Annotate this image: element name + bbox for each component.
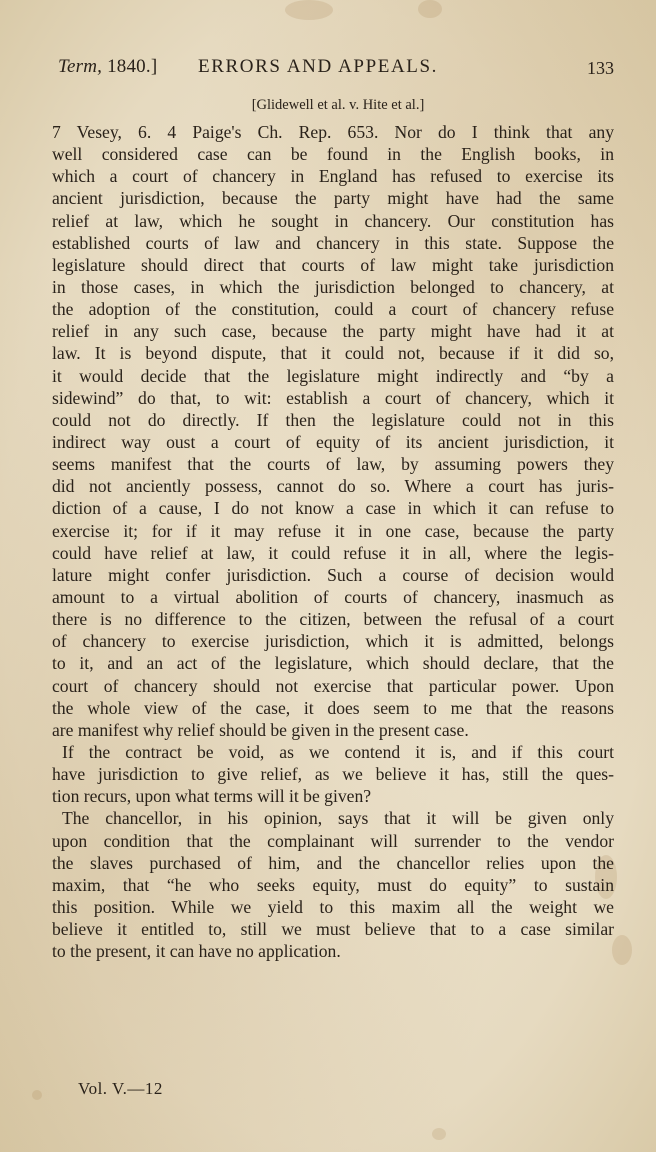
text-line: it would decide that the legislature might indirectly and “by a: [52, 365, 614, 386]
text-line: the slaves purchased of him, and the chancellor relies upon the: [52, 852, 614, 873]
text-line: legislature should direct that courts of law might take jurisdiction: [52, 254, 614, 275]
text-line: law. It is beyond dispute, that it could not, because if it did so,: [52, 343, 614, 364]
text-line: are manifest why relief should be given in the present case.: [52, 719, 469, 740]
text-line: did not anciently possess, cannot do so. Where a court has juris-: [52, 476, 614, 497]
text-line: tion recurs, upon what terms will it be given?: [52, 786, 372, 807]
paper-stain: [32, 1090, 42, 1100]
text-line: believe it entitled to, still we must believe that to a case similar: [52, 919, 614, 940]
text-line: of chancery to exercise jurisdiction, which it is admitted, belongs: [52, 631, 614, 652]
text-line: relief in any such case, because the party might have had it at: [52, 321, 614, 342]
text-line: diction of a cause, I do not know a case in which it can refuse to: [52, 498, 614, 519]
header-term: [58, 56, 157, 78]
text-line: sidewind” do that, to wit: establish a court of chancery, which it: [52, 387, 614, 408]
text-line: to it, and an act of the legislature, which should declare, that the: [52, 653, 614, 674]
text-line: there is no difference to the citizen, between the refusal of a court: [52, 609, 614, 630]
page-number: 133: [587, 58, 614, 78]
header-title: ERRORS AND APPEALS.: [198, 56, 438, 77]
text-line: have jurisdiction to give relief, as we believe it has, still the ques-: [52, 764, 614, 785]
text-line: maxim, that “he who seeks equity, must do equity” to sustain: [52, 874, 614, 895]
header-term-label: Term,: [58, 56, 103, 77]
running-head: [58, 56, 614, 86]
text-line: established courts of law and chancery in this state. Suppose the: [52, 232, 614, 253]
paper-stain: [612, 935, 632, 965]
text-line: seems manifest that the courts of law, by assuming powers they: [52, 454, 614, 475]
text-line: to the present, it can have no application.: [52, 941, 341, 962]
text-line: The chancellor, in his opinion, says that it will be given only: [62, 808, 614, 829]
paper-stain: [432, 1128, 446, 1140]
text-line: indirect way oust a court of equity of its ancient jurisdiction, it: [52, 431, 614, 452]
text-line: lature might confer jurisdiction. Such a course of decision would: [52, 564, 614, 585]
signature-mark: Vol. V.—12: [78, 1079, 163, 1098]
text-line: in those cases, in which the jurisdiction belonged to chancery, at: [52, 276, 614, 297]
paper-stain: [418, 0, 442, 18]
text-line: could have relief at law, it could refuse it in all, where the legis-: [52, 542, 614, 563]
text-line: amount to a virtual abolition of courts of chancery, inasmuch as: [52, 586, 614, 607]
text-line: 7 Vesey, 6. 4 Paige's Ch. Rep. 653. Nor do I think that any: [52, 122, 614, 142]
text-line: the whole view of the case, it does seem to me that the reasons: [52, 697, 614, 718]
paper-stain: [285, 0, 333, 20]
header-year: 1840.]: [107, 56, 158, 77]
body-text: [52, 121, 614, 962]
case-reference: [Glidewell et al. v. Hite et al.]: [251, 97, 425, 113]
text-line: which a court of chancery in England has refused to exercise its: [52, 166, 614, 187]
text-line: court of chancery should not exercise that particular power. Upon: [52, 675, 614, 696]
text-line: exercise it; for if it may refuse it in one case, because the party: [52, 520, 614, 541]
text-line: relief at law, which he sought in chancery. Our constitution has: [52, 210, 614, 231]
text-line: upon condition that the complainant will surrender to the vendor: [52, 830, 614, 851]
text-line: could not do directly. If then the legislature could not in this: [52, 409, 614, 430]
text-line: If the contract be void, as we contend it is, and if this court: [62, 741, 614, 762]
text-line: ancient jurisdiction, because the party might have had the same: [52, 188, 614, 209]
text-line: this position. While we yield to this maxim all the weight we: [52, 896, 614, 917]
text-line: the adoption of the constitution, could a court of chancery refuse: [52, 299, 614, 320]
text-line: well considered case can be found in the English books, in: [52, 144, 614, 165]
